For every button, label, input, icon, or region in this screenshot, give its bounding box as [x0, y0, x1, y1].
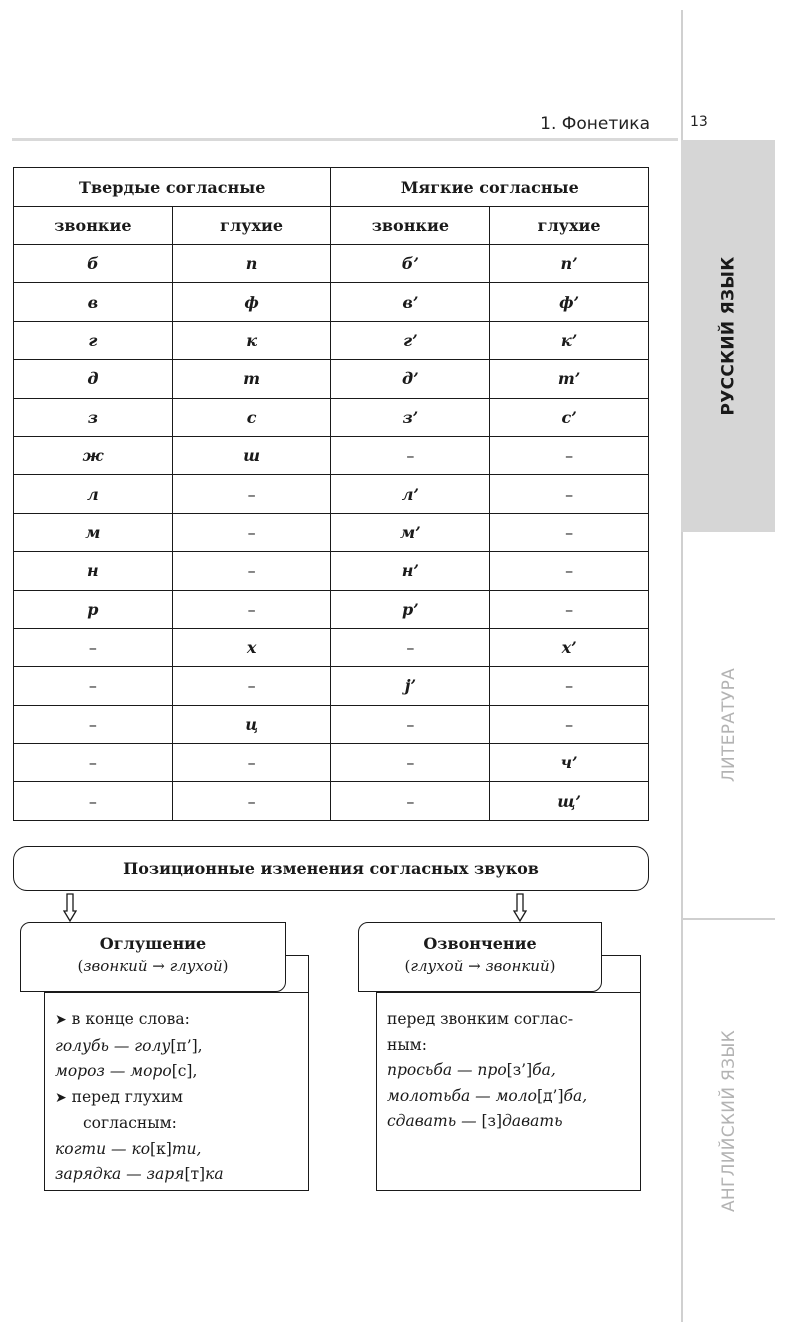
- table-cell: п’: [490, 245, 649, 283]
- table-cell: г’: [331, 321, 490, 359]
- sub-header: звонкие: [14, 207, 173, 245]
- table-row: [14, 705, 649, 743]
- table-cell: в’: [331, 283, 490, 321]
- table-cell: –: [490, 436, 649, 474]
- devoicing-title: Оглушение: [99, 934, 207, 953]
- table-row: [14, 283, 649, 321]
- table-body: [14, 245, 649, 821]
- table-cell: д’: [331, 360, 490, 398]
- table-cell: л’: [331, 475, 490, 513]
- table-row: [14, 245, 649, 283]
- table-cell: –: [172, 744, 331, 782]
- table-cell: з’: [331, 398, 490, 436]
- table-cell: –: [490, 705, 649, 743]
- consonants-table: [13, 167, 649, 821]
- table-cell: к’: [490, 321, 649, 359]
- table-cell: j’: [331, 667, 490, 705]
- table-cell: –: [172, 513, 331, 551]
- devoicing-rules: [44, 992, 309, 1191]
- page-number: 13: [690, 114, 708, 130]
- sub-header: звонкие: [331, 207, 490, 245]
- table-cell: с: [172, 398, 331, 436]
- tab-literature-label: ЛИТЕРАТУРА: [719, 667, 740, 783]
- tab-english[interactable]: [683, 920, 775, 1322]
- tab-russian-label: РУССКИЙ ЯЗЫК: [719, 256, 740, 416]
- table-row: [14, 321, 649, 359]
- devoicing-subtitle: (звонкий → глухой): [77, 957, 229, 975]
- voicing-example: сдавать — [з]давать: [387, 1112, 563, 1130]
- table-cell: м’: [331, 513, 490, 551]
- table-cell: р’: [331, 590, 490, 628]
- tab-russian[interactable]: [683, 140, 775, 532]
- table-cell: –: [14, 744, 173, 782]
- table-cell: з: [14, 398, 173, 436]
- voicing-example: молотьба — моло[д’]ба,: [387, 1086, 588, 1105]
- table-cell: в: [14, 283, 173, 321]
- table-cell: –: [14, 705, 173, 743]
- down-arrow-left-icon: [63, 893, 77, 923]
- voicing-title: Озвончение: [423, 934, 537, 953]
- voicing-header: [358, 922, 602, 992]
- table-cell: –: [14, 667, 173, 705]
- table-cell: –: [331, 436, 490, 474]
- table-cell: –: [172, 552, 331, 590]
- devoicing-example: зарядка — заря[т]ка: [55, 1165, 224, 1183]
- table-cell: г: [14, 321, 173, 359]
- table-cell: х: [172, 628, 331, 666]
- devoicing-header: [20, 922, 286, 992]
- table-cell: т’: [490, 360, 649, 398]
- group-header-soft: Мягкие согласные: [331, 168, 649, 207]
- voicing-example: просьба — про[з’]ба,: [387, 1061, 556, 1079]
- table-row: [14, 552, 649, 590]
- table-row: [14, 475, 649, 513]
- table-cell: –: [172, 475, 331, 513]
- table-row: [14, 590, 649, 628]
- positional-changes-title: Позиционные изменения согласных звуков: [123, 859, 539, 878]
- table-cell: д: [14, 360, 173, 398]
- down-arrow-right-icon: [513, 893, 527, 923]
- sub-header: глухие: [172, 207, 331, 245]
- table-cell: н: [14, 552, 173, 590]
- tab-english-label: АНГЛИЙСКИЙ ЯЗЫК: [719, 1029, 739, 1213]
- bullet-arrow-icon: ➤: [55, 1012, 67, 1028]
- table-row: [14, 398, 649, 436]
- voicing-text: ным:: [387, 1035, 427, 1054]
- voicing-rules: [376, 992, 641, 1191]
- section-title: 1. Фонетика: [540, 114, 650, 134]
- table-row: [14, 513, 649, 551]
- table-row: [14, 436, 649, 474]
- table-cell: –: [331, 744, 490, 782]
- table-cell: –: [172, 667, 331, 705]
- table-cell: н’: [331, 552, 490, 590]
- table-cell: –: [172, 782, 331, 820]
- table-row: [14, 360, 649, 398]
- tab-literature[interactable]: [683, 532, 775, 918]
- table-cell: –: [490, 513, 649, 551]
- table-cell: х’: [490, 628, 649, 666]
- table-cell: ш: [172, 436, 331, 474]
- table-cell: к: [172, 321, 331, 359]
- table-cell: т: [172, 360, 331, 398]
- header-rule: [12, 138, 678, 141]
- voicing-subtitle: (глухой → звонкий): [404, 957, 556, 975]
- table-cell: п: [172, 245, 331, 283]
- table-cell: ж: [14, 436, 173, 474]
- devoicing-bullet-2: ➤ перед глухим: [55, 1087, 183, 1106]
- devoicing-bullet-2-cont: согласным:: [83, 1114, 177, 1132]
- table-cell: л: [14, 475, 173, 513]
- table-cell: –: [331, 628, 490, 666]
- devoicing-example: мороз — моро[с],: [55, 1062, 198, 1080]
- group-header-hard: Твердые согласные: [14, 168, 331, 207]
- voicing-text: перед звонким соглас-: [387, 1010, 574, 1028]
- sub-header: глухие: [490, 207, 649, 245]
- devoicing-example: голубь — голу[п’],: [55, 1036, 203, 1055]
- table-cell: р: [14, 590, 173, 628]
- table-cell: ф: [172, 283, 331, 321]
- bullet-arrow-icon: ➤: [55, 1089, 67, 1106]
- table-cell: ф’: [490, 283, 649, 321]
- table-cell: –: [331, 782, 490, 820]
- table-row: [14, 628, 649, 666]
- table-cell: –: [490, 552, 649, 590]
- table-cell: –: [172, 590, 331, 628]
- positional-changes-box: [13, 846, 649, 891]
- table-row: [14, 667, 649, 705]
- table-cell: б’: [331, 245, 490, 283]
- devoicing-bullet-1: ➤ в конце слова:: [55, 1010, 190, 1028]
- devoicing-example: когти — ко[к]ти,: [55, 1139, 202, 1158]
- table-cell: с’: [490, 398, 649, 436]
- right-arrow-icon: →: [152, 957, 165, 975]
- right-arrow-icon: →: [468, 957, 481, 975]
- table-cell: –: [331, 705, 490, 743]
- table-cell: –: [490, 475, 649, 513]
- table-row: [14, 744, 649, 782]
- table-cell: –: [490, 667, 649, 705]
- table-cell: м: [14, 513, 173, 551]
- table-cell: –: [490, 590, 649, 628]
- table-row: [14, 782, 649, 820]
- table-cell: ч’: [490, 744, 649, 782]
- table-cell: щ’: [490, 782, 649, 820]
- table-cell: –: [14, 628, 173, 666]
- table-cell: –: [14, 782, 173, 820]
- table-cell: б: [14, 245, 173, 283]
- table-cell: ц: [172, 705, 331, 743]
